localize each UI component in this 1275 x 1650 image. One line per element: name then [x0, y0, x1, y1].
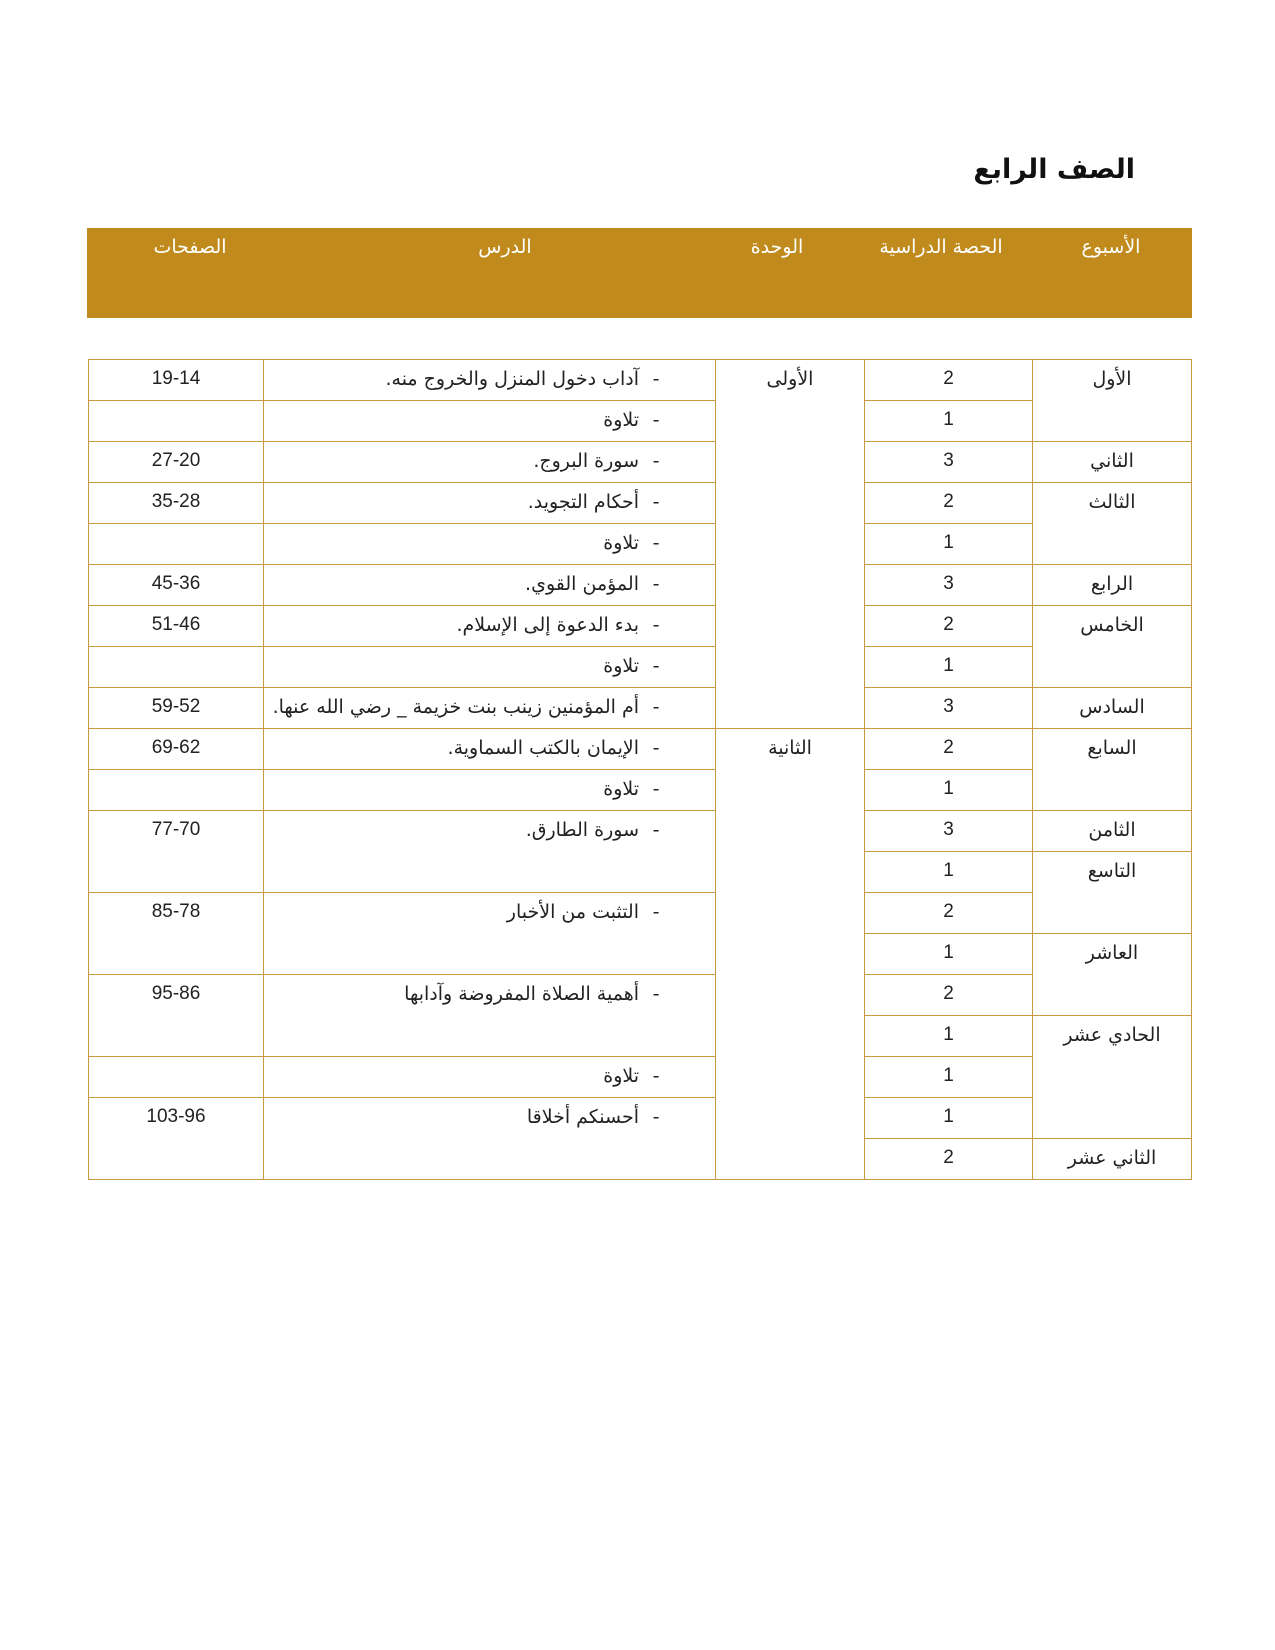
session-cell: 1 — [865, 852, 1033, 893]
pages-cell: 27-20 — [89, 442, 264, 483]
lesson-text: تلاوة — [603, 532, 639, 554]
lesson-cell — [264, 565, 716, 606]
lesson-bullet: - — [652, 696, 660, 718]
lesson-bullet: - — [652, 901, 660, 923]
lesson-text: المؤمن القوي. — [525, 573, 639, 595]
table-row — [89, 606, 1192, 647]
lesson-cell — [264, 1057, 716, 1098]
lesson-text: سورة الطارق. — [525, 819, 639, 841]
session-cell: 2 — [865, 729, 1033, 770]
table-row — [89, 524, 1192, 565]
pages-cell: 77-70 — [89, 811, 264, 893]
session-cell: 1 — [865, 524, 1033, 565]
table-row — [89, 729, 1192, 770]
lesson-bullet: - — [652, 368, 660, 390]
pages-cell: 103-96 — [89, 1098, 264, 1180]
week-cell: الثالث — [1033, 483, 1192, 565]
session-cell: 2 — [865, 360, 1033, 401]
lesson-bullet: - — [652, 573, 660, 595]
lesson-bullet: - — [652, 409, 660, 431]
week-cell: الحادي عشر — [1033, 1016, 1192, 1139]
lesson-cell — [264, 360, 716, 401]
table-row — [89, 893, 1192, 934]
header-pages: الصفحات — [153, 236, 227, 258]
table-row — [89, 770, 1192, 811]
lesson-bullet: - — [652, 778, 660, 800]
pages-cell: 85-78 — [89, 893, 264, 975]
pages-cell — [89, 524, 264, 565]
week-cell: الأول — [1033, 360, 1192, 442]
lesson-bullet: - — [652, 450, 660, 472]
pages-cell — [89, 1057, 264, 1098]
lesson-bullet: - — [652, 819, 660, 841]
session-cell: 2 — [865, 975, 1033, 1016]
session-cell: 1 — [865, 770, 1033, 811]
pages-cell: 69-62 — [89, 729, 264, 770]
session-cell: 1 — [865, 934, 1033, 975]
session-cell: 3 — [865, 688, 1033, 729]
week-cell: الثاني — [1033, 442, 1192, 483]
session-cell: 3 — [865, 565, 1033, 606]
lesson-bullet: - — [652, 491, 660, 513]
header-lesson: الدرس — [478, 236, 532, 258]
lesson-text: أحكام التجويد. — [527, 491, 639, 513]
lesson-text: تلاوة — [603, 778, 639, 800]
week-cell: الخامس — [1033, 606, 1192, 688]
session-cell: 2 — [865, 483, 1033, 524]
lesson-text: تلاوة — [603, 655, 639, 677]
lesson-text: أحسنكم أخلاقا — [526, 1106, 639, 1128]
header-session: الحصة الدراسية — [879, 236, 1003, 258]
session-cell: 1 — [865, 1057, 1033, 1098]
lesson-cell — [264, 770, 716, 811]
lesson-cell — [264, 893, 716, 975]
table-row — [89, 565, 1192, 606]
pages-cell: 35-28 — [89, 483, 264, 524]
lesson-bullet: - — [652, 983, 660, 1005]
table-row — [89, 360, 1192, 401]
lesson-cell — [264, 401, 716, 442]
week-cell: الثامن — [1033, 811, 1192, 852]
pages-cell: 95-86 — [89, 975, 264, 1057]
lesson-cell — [264, 729, 716, 770]
pages-cell — [89, 647, 264, 688]
lesson-text: آداب دخول المنزل والخروج منه. — [385, 368, 639, 390]
lesson-text: أم المؤمنين زينب بنت خزيمة _ رضي الله عنها. — [272, 696, 639, 718]
table-row — [89, 811, 1192, 852]
pages-cell: 19-14 — [89, 360, 264, 401]
session-cell: 1 — [865, 401, 1033, 442]
page-title: الصف الرابع — [973, 154, 1135, 185]
pages-cell: 51-46 — [89, 606, 264, 647]
session-cell: 3 — [865, 811, 1033, 852]
table-row — [89, 688, 1192, 729]
week-cell: العاشر — [1033, 934, 1192, 1016]
lesson-text: تلاوة — [603, 409, 639, 431]
lesson-cell — [264, 688, 716, 729]
pages-cell: 59-52 — [89, 688, 264, 729]
lesson-text: تلاوة — [603, 1065, 639, 1087]
session-cell: 2 — [865, 1139, 1033, 1180]
session-cell: 1 — [865, 1016, 1033, 1057]
lesson-cell — [264, 811, 716, 893]
table-row — [89, 647, 1192, 688]
lesson-bullet: - — [652, 614, 660, 636]
lesson-bullet: - — [652, 655, 660, 677]
pages-cell: 45-36 — [89, 565, 264, 606]
table-row — [89, 1098, 1192, 1139]
table-row — [89, 442, 1192, 483]
lesson-cell — [264, 483, 716, 524]
lesson-text: بدء الدعوة إلى الإسلام. — [456, 614, 639, 636]
lesson-cell — [264, 647, 716, 688]
lesson-text: الإيمان بالكتب السماوية. — [447, 737, 639, 759]
header-unit: الوحدة — [750, 236, 804, 258]
session-cell: 1 — [865, 647, 1033, 688]
lesson-cell — [264, 975, 716, 1057]
week-cell: السادس — [1033, 688, 1192, 729]
session-cell: 2 — [865, 893, 1033, 934]
lesson-cell — [264, 606, 716, 647]
lesson-plan-table — [88, 359, 1192, 1180]
table-row — [89, 483, 1192, 524]
session-cell: 1 — [865, 1098, 1033, 1139]
unit-cell: الأولى — [716, 360, 865, 729]
lesson-text: سورة البروج. — [533, 450, 639, 472]
table-row — [89, 975, 1192, 1016]
week-cell: التاسع — [1033, 852, 1192, 934]
lesson-text: التثبت من الأخبار — [506, 901, 639, 923]
session-cell: 2 — [865, 606, 1033, 647]
lesson-cell — [264, 524, 716, 565]
lesson-cell — [264, 442, 716, 483]
lesson-bullet: - — [652, 1106, 660, 1128]
lesson-cell — [264, 1098, 716, 1180]
week-cell: الرابع — [1033, 565, 1192, 606]
week-cell: السابع — [1033, 729, 1192, 811]
table-row — [89, 1057, 1192, 1098]
table-row — [89, 401, 1192, 442]
pages-cell — [89, 770, 264, 811]
pages-cell — [89, 401, 264, 442]
header-week: الأسبوع — [1081, 236, 1141, 258]
unit-cell: الثانية — [716, 729, 865, 1180]
lesson-text: أهمية الصلاة المفروضة وآدابها — [404, 983, 639, 1005]
week-cell: الثاني عشر — [1033, 1139, 1192, 1180]
lesson-bullet: - — [652, 532, 660, 554]
lesson-bullet: - — [652, 1065, 660, 1087]
lesson-bullet: - — [652, 737, 660, 759]
session-cell: 3 — [865, 442, 1033, 483]
